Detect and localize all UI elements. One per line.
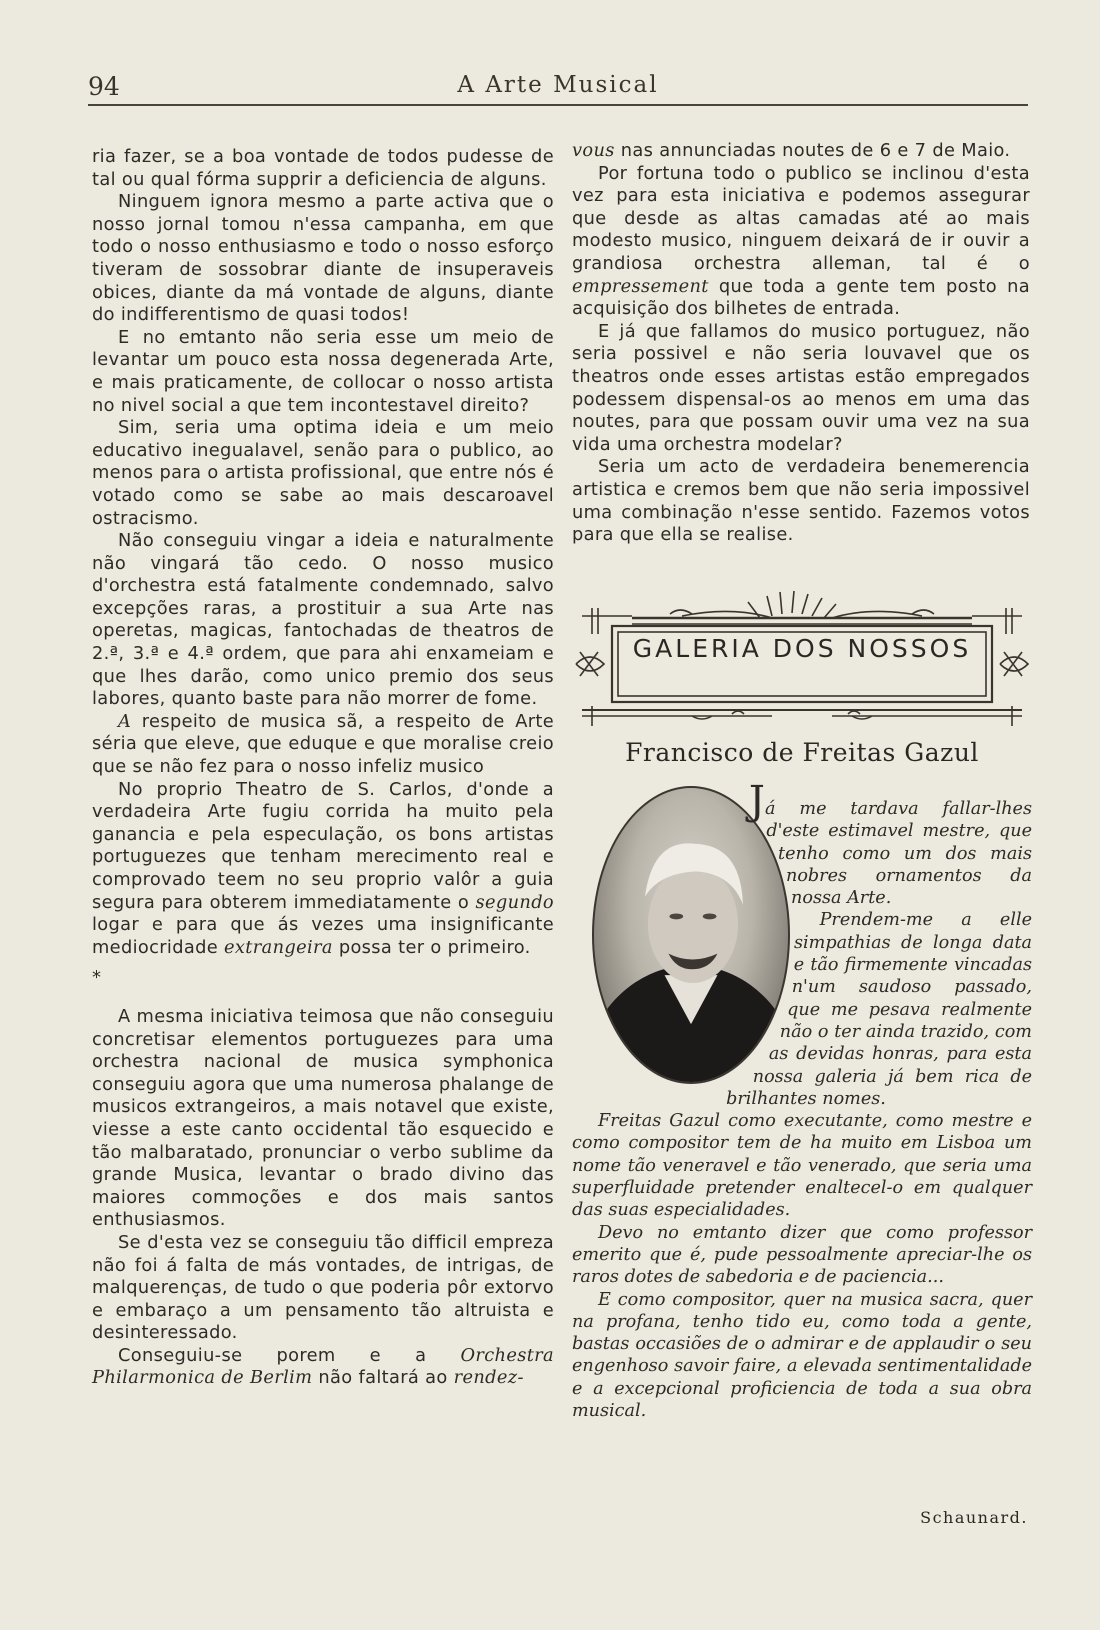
author-signature: Schaunard. bbox=[920, 1508, 1028, 1527]
right-paragraph-4: Seria um acto de verdadeira benemerencia artistica e cremos bem que não seria impossivel uma combinação n'esse sentido. Fazemos votos para que ella se realise. bbox=[572, 456, 1030, 546]
right-paragraph-3: E já que fallamos do musico portuguez, não seria possivel e não seria louvavel que os theatros onde esses artistas estão empregados podessem dispensal-os ao menos em uma das noutes, para que possam ouvir uma vez na sua vida uma orchestra modelar? bbox=[572, 320, 1030, 455]
bio-paragraph-3: Freitas Gazul como executante, como mestre e como compositor tem de ha muito em Lisboa um nome tão veneravel e tão venerado, que seria uma superfluidade pretender enaltecel-o em qualquer das suas especialidades. bbox=[572, 1111, 1032, 1221]
italic-word: extrangeira bbox=[224, 936, 333, 958]
left-paragraph-1: ria fazer, se a boa vontade de todos pudesse de tal ou qual fórma supprir a deficiencia de alguns. bbox=[92, 146, 554, 190]
paragraph-text: possa ter o primeiro. bbox=[332, 936, 531, 958]
paragraph-text: logar e para que ás vezes uma insignificante mediocridade bbox=[92, 914, 554, 958]
page-number: 94 bbox=[88, 72, 120, 101]
paragraph-text: não faltará ao bbox=[312, 1367, 454, 1389]
italic-initial: A bbox=[118, 710, 132, 732]
header-rule bbox=[88, 104, 1028, 106]
left-paragraph-7 bbox=[92, 779, 554, 960]
gallery-banner-ornament bbox=[572, 588, 1032, 730]
right-paragraph-1 bbox=[572, 140, 1030, 163]
left-paragraph-8: A mesma iniciativa teimosa que não conseguiu concretisar elementos portuguezes para uma orchestra nacional de musica symphonica conseguiu agora que uma numerosa phalange de musicos extrangeiros, a mais notavel que existe, viesse a este canto occidental tão esquecido e tão malbaratado, pronunciar o verbo sublime da grande Musica, levantar o brado divino das maiores commoções e dos mais santos enthusiasmos. bbox=[92, 1005, 554, 1231]
paragraph-text: No proprio Theatro de S. Carlos, d'onde a verdadeira Arte fugiu corrida ha muito pela ganancia e pela especulação, os bons artistas portuguezes que tenham merecimento real e comprovado teem no seu proprio valôr a guia segura para obterem immediatamente o bbox=[92, 778, 554, 913]
italic-word: segundo bbox=[475, 891, 554, 913]
gallery-banner-title: GALERIA DOS NOSSOS bbox=[632, 634, 972, 663]
right-paragraph-2 bbox=[572, 163, 1030, 321]
section-separator-asterisk: * bbox=[92, 967, 102, 989]
paragraph-text: que toda a gente tem posto na acquisição dos bilhetes de entrada. bbox=[572, 275, 1030, 320]
left-column bbox=[92, 146, 554, 1390]
left-paragraph-5: Não conseguiu vingar a ideia e naturalmente não vingará tão cedo. O nosso musico d'orchestra está fatalmente condemnado, salvo excepções raras, a prostituir a sua Arte nas operetas, magicas, fantochadas de theatros de 2.ª, 3.ª e 4.ª ordem, que para ahi enxameiam e que lhes darão, como unico premio dos seus labores, quanto baste para não morrer de fome. bbox=[92, 530, 554, 710]
portrait-wrap-space bbox=[572, 790, 794, 1100]
left-paragraph-2: Ninguem ignora mesmo a parte activa que o nosso jornal tomou n'essa campanha, em que todo o nosso enthusiasmo e todo o nosso esforço tiveram de sossobrar diante de insuperaveis obices, diante da má vontade de alguns, diante do indifferentismo de quasi todos! bbox=[92, 191, 554, 326]
bio-paragraph-5: E como compositor, quer na musica sacra, quer na profana, tenho tido eu, como toda a gente, bastas occasiões de o admirar e de applaudir o seu engenhoso savoir faire, a elevada sentimentalidade e a excepcional proficiencia de toda a sua obra musical. bbox=[572, 1289, 1032, 1422]
paragraph-text: Por fortuna todo o publico se inclinou d'esta vez para esta iniciativa e podemos assegurar que desde as altas camadas até ao mais modesto musico, ninguem deixará de ir ouvir a grandiosa orchestra alleman, tal é o bbox=[572, 162, 1030, 274]
paragraph-text: nas annunciadas noutes de 6 e 7 de Maio. bbox=[614, 140, 1011, 161]
italic-word: vous bbox=[572, 140, 615, 161]
left-paragraph-9: Se d'esta vez se conseguiu tão difficil empreza não foi á falta de más vontades, de intrigas, de malquerenças, de tudo o que poderia pôr extorvo e embaraço a um pensamento tão altruista e desinteressado. bbox=[92, 1231, 554, 1344]
page-header bbox=[88, 72, 1028, 106]
bio-paragraph-2: Prendem-me a elle simpathias de longa data e tão firmemente vincadas n'um saudoso passado, que me pesava realmente não o ter ainda trazido, com as devidas honras, para esta nossa galeria já bem rica de brilhantes nomes. bbox=[726, 910, 1032, 1109]
italic-word: empressement bbox=[572, 275, 709, 297]
drop-cap: J bbox=[748, 778, 765, 824]
right-column bbox=[572, 140, 1030, 547]
gallery-biography bbox=[572, 778, 1032, 1422]
italic-phrase: Orchestra Philarmonica de Berlim bbox=[92, 1344, 554, 1389]
paragraph-text: á me tardava fallar-lhes d'este estimavel mestre, que tenho como um dos mais nobres ornamentos da nossa Arte. bbox=[764, 799, 1032, 909]
bio-paragraph-4: Devo no emtanto dizer que como professor emerito que é, pude pessoalmente apreciar-lhe os raros dotes de sabedoria e de paciencia... bbox=[572, 1222, 1032, 1288]
left-paragraph-4: Sim, seria uma optima ideia e um meio educativo inegualavel, senão para o publico, ao menos para o artista profissional, que entre nós é votado como se sabe ao mais descaroavel ostracismo. bbox=[92, 417, 554, 529]
paragraph-text: Conseguiu-se porem e a bbox=[118, 1344, 461, 1366]
paragraph-text: respeito de musica sã, a respeito de Arte séria que eleve, que eduque e que moralise creio que se não fez para o nosso infeliz musico bbox=[92, 710, 554, 778]
left-paragraph-6 bbox=[92, 711, 554, 779]
left-paragraph-10 bbox=[92, 1345, 554, 1390]
italic-word: rendez- bbox=[453, 1367, 524, 1389]
gallery-subject-title: Francisco de Freitas Gazul bbox=[625, 738, 979, 767]
left-paragraph-3: E no emtanto não seria esse um meio de levantar um pouco esta nossa degenerada Arte, e mais praticamente, de collocar o nosso artista no nivel social a que tem incontestavel direito? bbox=[92, 326, 554, 416]
running-title: A Arte Musical bbox=[457, 72, 659, 98]
